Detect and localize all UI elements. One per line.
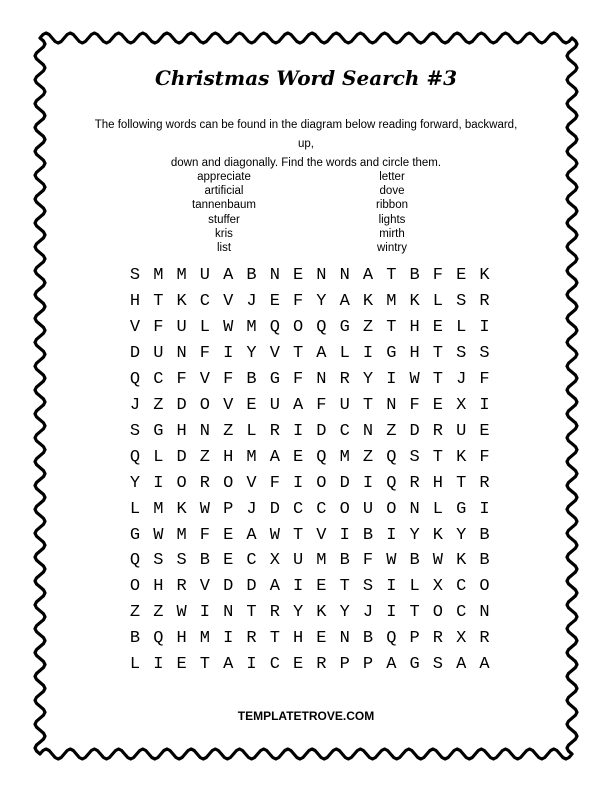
grid-letter: E — [292, 266, 304, 285]
grid-letter: W — [223, 317, 234, 337]
word-item: tannenbaum — [192, 199, 256, 212]
grid-letter: K — [176, 499, 187, 519]
grid-letter: A — [223, 655, 234, 675]
grid-letter: K — [432, 525, 443, 545]
grid-letter: T — [199, 655, 210, 675]
grid-letter: W — [269, 525, 280, 545]
grid-letter: E — [292, 655, 304, 675]
grid-letter: M — [153, 499, 164, 519]
grid-letter: A — [456, 655, 467, 675]
grid-letter: H — [409, 317, 420, 337]
grid-letter: A — [386, 655, 397, 675]
grid-letter: R — [176, 577, 187, 597]
grid-letter: Q — [386, 473, 397, 493]
grid-letter: N — [199, 421, 210, 441]
grid-letter: D — [409, 421, 420, 441]
grid-letter: Q — [129, 551, 141, 571]
grid-letter: S — [456, 343, 467, 363]
grid-letter: A — [339, 291, 350, 311]
grid-letter: W — [409, 369, 420, 389]
grid-letter: B — [479, 551, 490, 571]
grid-letter: A — [292, 395, 304, 415]
grid-letter: E — [176, 655, 187, 675]
grid-letter: N — [316, 266, 327, 285]
grid-letter: D — [223, 577, 234, 597]
grid-letter: S — [432, 655, 443, 675]
grid-letter: M — [176, 525, 187, 545]
grid-letter: T — [292, 343, 304, 363]
grid-letter: V — [223, 291, 234, 311]
grid-letter: N — [339, 266, 350, 285]
grid-letter: I — [223, 629, 234, 649]
grid-letter: U — [292, 551, 304, 571]
grid-letter: R — [479, 629, 490, 649]
grid-letter: T — [339, 577, 350, 597]
grid-letter: L — [246, 421, 257, 441]
grid-letter: E — [432, 395, 443, 415]
grid-letter: S — [129, 421, 141, 441]
grid-letter: E — [316, 577, 327, 597]
grid-letter: E — [432, 317, 443, 337]
grid-letter: R — [432, 629, 443, 649]
grid-letter: J — [246, 291, 257, 311]
grid-letter: N — [339, 629, 350, 649]
grid-letter: P — [409, 629, 420, 649]
grid-letter: R — [269, 603, 280, 623]
grid-letter: T — [456, 473, 467, 493]
grid-letter: N — [223, 603, 234, 623]
grid-letter: E — [269, 291, 280, 311]
grid-letter: Q — [153, 629, 164, 649]
grid-letter: I — [362, 473, 374, 493]
grid-letter: I — [292, 421, 304, 441]
grid-letter: S — [176, 551, 187, 571]
grid-letter: B — [362, 525, 374, 545]
grid-letter: S — [479, 343, 490, 363]
grid-letter: I — [339, 525, 350, 545]
page-title: Christmas Word Search #3 — [154, 66, 458, 90]
grid-letter: N — [479, 603, 490, 623]
grid-letter: A — [269, 447, 280, 467]
grid-letter: F — [199, 343, 210, 363]
grid-letter: Q — [129, 447, 141, 467]
word-item: list — [216, 242, 232, 255]
grid-letter: A — [316, 343, 327, 363]
grid-letter: H — [432, 473, 443, 493]
grid-letter: K — [362, 291, 374, 311]
grid-letter: Q — [316, 447, 327, 467]
grid-letter: F — [479, 369, 490, 389]
grid-letter: T — [362, 395, 374, 415]
grid-letter: J — [246, 499, 257, 519]
grid-letter: F — [176, 369, 187, 389]
grid-letter: D — [269, 499, 280, 519]
grid-letter: C — [316, 499, 327, 519]
grid-letter: F — [362, 551, 374, 571]
grid-letter: R — [269, 421, 280, 441]
grid-letter: V — [269, 343, 280, 363]
grid-letter: H — [129, 291, 141, 311]
grid-letter: N — [362, 421, 374, 441]
grid-letter: F — [316, 395, 327, 415]
grid-letter: L — [456, 317, 467, 337]
word-item: mirth — [379, 227, 405, 240]
grid-letter: C — [292, 499, 304, 519]
grid-letter: N — [316, 369, 327, 389]
grid-letter: R — [199, 473, 210, 493]
grid-letter: N — [269, 266, 280, 285]
grid-letter: N — [409, 499, 420, 519]
grid-letter: Z — [362, 317, 374, 337]
grid-letter: O — [223, 473, 234, 493]
grid-letter: U — [456, 421, 467, 441]
grid-letter: B — [362, 629, 374, 649]
word-item: lights — [378, 213, 406, 226]
grid-letter: U — [339, 395, 350, 415]
grid-letter: O — [129, 577, 141, 597]
grid-letter: I — [292, 577, 304, 597]
grid-letter: P — [362, 655, 374, 675]
grid-letter: A — [269, 577, 280, 597]
grid-letter: V — [316, 525, 327, 545]
grid-letter: Y — [292, 603, 304, 623]
instructions-line-2: down and diagonally. Find the words and circle them. — [170, 157, 442, 169]
grid-letter: A — [223, 266, 234, 285]
grid-letter: H — [176, 629, 187, 649]
grid-letter: C — [269, 655, 280, 675]
grid-letter: F — [199, 525, 210, 545]
grid-letter: F — [223, 369, 234, 389]
grid-letter: E — [223, 551, 234, 571]
grid-letter: G — [269, 369, 280, 389]
grid-letter: I — [153, 655, 164, 675]
grid-letter: G — [386, 343, 397, 363]
grid-letter: W — [153, 525, 164, 545]
grid-letter: M — [386, 291, 397, 311]
grid-letter: H — [223, 447, 234, 467]
grid-letter: L — [432, 291, 443, 311]
grid-letter: M — [199, 629, 210, 649]
grid-letter: B — [129, 629, 141, 649]
grid-letter: R — [479, 473, 490, 493]
grid-letter: B — [199, 551, 210, 571]
grid-letter: C — [456, 603, 467, 623]
grid-letter: T — [432, 447, 443, 467]
grid-letter: I — [246, 655, 257, 675]
grid-letter: W — [176, 603, 187, 623]
grid-letter: V — [199, 369, 210, 389]
grid-letter: J — [456, 369, 467, 389]
grid-letter: W — [386, 551, 397, 571]
grid-letter: E — [223, 525, 234, 545]
grid-letter: V — [129, 317, 141, 337]
grid-letter: U — [199, 266, 210, 285]
grid-letter: Q — [129, 369, 141, 389]
word-item: appreciate — [197, 171, 251, 183]
grid-letter: S — [456, 291, 467, 311]
grid-letter: F — [292, 369, 304, 389]
grid-letter: Q — [316, 317, 327, 337]
grid-letter: L — [409, 577, 420, 597]
grid-letter: V — [223, 395, 234, 415]
grid-letter: H — [409, 343, 420, 363]
grid-letter: Y — [246, 343, 257, 363]
grid-letter: T — [269, 629, 280, 649]
grid-letter: J — [129, 395, 141, 415]
grid-letter: O — [386, 499, 397, 519]
grid-letter: R — [316, 655, 327, 675]
grid-letter: D — [316, 421, 327, 441]
grid-letter: I — [153, 473, 164, 493]
word-item: letter — [379, 171, 405, 183]
grid-letter: D — [129, 343, 141, 363]
grid-letter: C — [246, 551, 257, 571]
grid-letter: E — [316, 629, 327, 649]
grid-letter: Y — [409, 525, 420, 545]
grid-letter: R — [479, 291, 490, 311]
grid-letter: V — [199, 577, 210, 597]
grid-letter: I — [479, 499, 490, 519]
grid-letter: B — [479, 525, 490, 545]
grid-letter: T — [246, 603, 257, 623]
instructions-line-1: The following words can be found in the diagram below reading forward, backward, up, — [94, 119, 518, 150]
grid-letter: H — [176, 421, 187, 441]
grid-letter: Z — [362, 447, 374, 467]
grid-letter: B — [409, 551, 420, 571]
grid-letter: T — [386, 266, 397, 285]
grid-letter: B — [409, 266, 420, 285]
grid-letter: K — [316, 603, 327, 623]
grid-letter: M — [246, 447, 257, 467]
grid-letter: O — [292, 317, 304, 337]
grid-letter: Z — [153, 395, 164, 415]
grid-letter: Z — [153, 603, 164, 623]
grid-letter: Z — [223, 421, 234, 441]
grid-letter: C — [153, 369, 164, 389]
grid-letter: U — [153, 343, 164, 363]
grid-letter: I — [223, 343, 234, 363]
grid-letter: Y — [316, 291, 327, 311]
grid-letter: M — [339, 447, 350, 467]
grid-letter: I — [479, 395, 490, 415]
grid-letter: P — [223, 499, 234, 519]
grid-letter: X — [269, 551, 280, 571]
grid-letter: M — [176, 266, 187, 285]
grid-letter: O — [479, 577, 490, 597]
grid-letter: D — [246, 577, 257, 597]
grid-letter: T — [432, 369, 443, 389]
grid-letter: A — [362, 266, 374, 285]
grid-letter: L — [432, 499, 443, 519]
grid-letter: S — [362, 577, 374, 597]
grid-letter: I — [386, 577, 397, 597]
grid-letter: B — [246, 369, 257, 389]
grid-letter: Z — [129, 603, 141, 623]
grid-letter: A — [479, 655, 490, 675]
grid-letter: Q — [386, 447, 397, 467]
grid-letter: X — [456, 395, 467, 415]
grid-letter: S — [409, 447, 420, 467]
grid-letter: K — [456, 447, 467, 467]
grid-letter: G — [409, 655, 420, 675]
word-item: stuffer — [208, 213, 240, 226]
grid-letter: E — [479, 421, 490, 441]
grid-letter: H — [153, 577, 164, 597]
grid-letter: I — [386, 525, 397, 545]
grid-letter: L — [129, 499, 141, 519]
grid-letter: O — [339, 499, 350, 519]
grid-letter: I — [479, 317, 490, 337]
grid-letter: B — [339, 551, 350, 571]
grid-letter: I — [199, 603, 210, 623]
grid-letter: G — [456, 499, 467, 519]
grid-letter: Y — [339, 603, 350, 623]
grid-letter: N — [386, 395, 397, 415]
grid-letter: J — [362, 603, 374, 623]
grid-letter: F — [269, 473, 280, 493]
grid-letter: R — [432, 421, 443, 441]
grid-letter: Q — [386, 629, 397, 649]
grid-letter: U — [269, 395, 280, 415]
grid-letter: L — [153, 447, 164, 467]
grid-letter: S — [153, 551, 164, 571]
grid-letter: Q — [269, 317, 280, 337]
grid-letter: Z — [199, 447, 210, 467]
grid-letter: Y — [362, 369, 374, 389]
grid-letter: M — [153, 266, 164, 285]
grid-letter: L — [129, 655, 141, 675]
grid-letter: K — [176, 291, 187, 311]
grid-letter: R — [339, 369, 350, 389]
grid-letter: F — [153, 317, 164, 337]
grid-letter: T — [409, 603, 420, 623]
grid-letter: I — [292, 473, 304, 493]
grid-letter: S — [129, 266, 141, 285]
grid-letter: R — [246, 629, 257, 649]
grid-letter: L — [199, 317, 210, 337]
grid-letter: I — [386, 603, 397, 623]
grid-letter: W — [432, 551, 443, 571]
grid-letter: T — [386, 317, 397, 337]
grid-letter: F — [479, 447, 490, 467]
word-item: wintry — [376, 242, 408, 255]
grid-letter: U — [176, 317, 187, 337]
word-item: artificial — [204, 185, 244, 198]
word-item: ribbon — [376, 199, 408, 212]
grid-letter: K — [409, 291, 420, 311]
grid-letter: E — [456, 266, 467, 285]
grid-letter: K — [456, 551, 467, 571]
grid-letter: T — [153, 291, 164, 311]
grid-letter: C — [339, 421, 350, 441]
word-item: kris — [215, 227, 233, 240]
grid-letter: Y — [456, 525, 467, 545]
grid-letter: C — [456, 577, 467, 597]
grid-letter: H — [292, 629, 304, 649]
grid-letter: O — [176, 473, 187, 493]
grid-letter: D — [339, 473, 350, 493]
grid-letter: M — [316, 551, 327, 571]
grid-letter: E — [292, 447, 304, 467]
grid-letter: V — [246, 473, 257, 493]
grid-letter: O — [432, 603, 443, 623]
grid-letter: M — [246, 317, 257, 337]
word-item: dove — [379, 185, 405, 198]
grid-letter: B — [246, 266, 257, 285]
grid-letter: Y — [129, 473, 141, 493]
grid-letter: Z — [386, 421, 397, 441]
grid-letter: X — [456, 629, 467, 649]
grid-letter: T — [292, 525, 304, 545]
grid-letter: R — [409, 473, 420, 493]
grid-letter: T — [432, 343, 443, 363]
grid-letter: D — [176, 447, 187, 467]
grid-letter: K — [479, 266, 490, 285]
grid-letter: A — [246, 525, 257, 545]
grid-letter: G — [129, 525, 141, 545]
grid-letter: N — [176, 343, 187, 363]
grid-letter: P — [339, 655, 350, 675]
grid-letter: O — [199, 395, 210, 415]
footer-brand: TEMPLATETROVE.COM — [237, 709, 375, 723]
grid-letter: F — [409, 395, 420, 415]
grid-letter: E — [246, 395, 257, 415]
grid-letter: G — [339, 317, 350, 337]
grid-letter: G — [153, 421, 164, 441]
grid-letter: F — [292, 291, 304, 311]
grid-letter: U — [362, 499, 374, 519]
grid-letter: O — [316, 473, 327, 493]
grid-letter: D — [176, 395, 187, 415]
grid-letter: W — [199, 499, 210, 519]
grid-letter: C — [199, 291, 210, 311]
grid-letter: F — [432, 266, 443, 285]
grid-letter: X — [432, 577, 443, 597]
grid-letter: L — [339, 343, 350, 363]
grid-letter: I — [362, 343, 374, 363]
grid-letter: I — [386, 369, 397, 389]
